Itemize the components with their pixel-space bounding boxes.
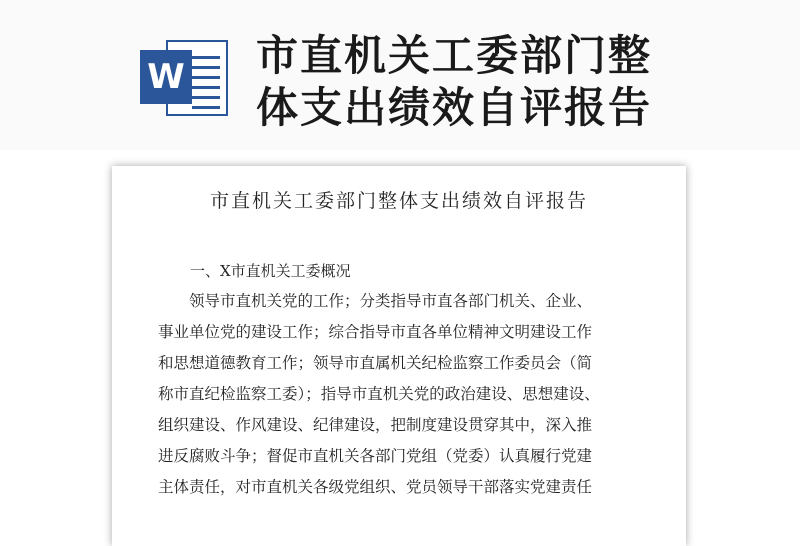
banner-title-line-1: 市直机关工委部门整 [256, 31, 653, 80]
banner-title-line-2: 体支出绩效自评报告 [256, 83, 653, 132]
body-line: 进反腐败斗争；督促市直机关各部门党组（党委）认真履行党建 [158, 447, 593, 465]
body-paragraph [158, 286, 658, 503]
word-document-icon [140, 36, 232, 120]
body-line: 事业单位党的建设工作；综合指导市直各单位精神文明建设工作 [158, 323, 593, 341]
body-line: 组织建设、作风建设、纪律建设，把制度建设贯穿其中，深入推 [158, 416, 593, 434]
banner-title [256, 30, 786, 134]
section-heading: 一、X市直机关工委概况 [190, 262, 351, 280]
document-page [112, 166, 686, 546]
word-badge-letter: W [140, 50, 192, 104]
document-title: 市直机关工委部门整体支出绩效自评报告 [209, 190, 588, 212]
body-line: 领导市直机关党的工作；分类指导市直各部门机关、企业、 [189, 292, 593, 310]
body-line: 和思想道德教育工作；领导市直属机关纪检监察工作委员会（简 [158, 354, 593, 372]
body-line: 主体责任，对市直机关各级党组织、党员领导干部落实党建责任 [158, 478, 593, 496]
body-line: 称市直纪检监察工委）；指导市直机关党的政治建设、思想建设、 [158, 385, 600, 403]
